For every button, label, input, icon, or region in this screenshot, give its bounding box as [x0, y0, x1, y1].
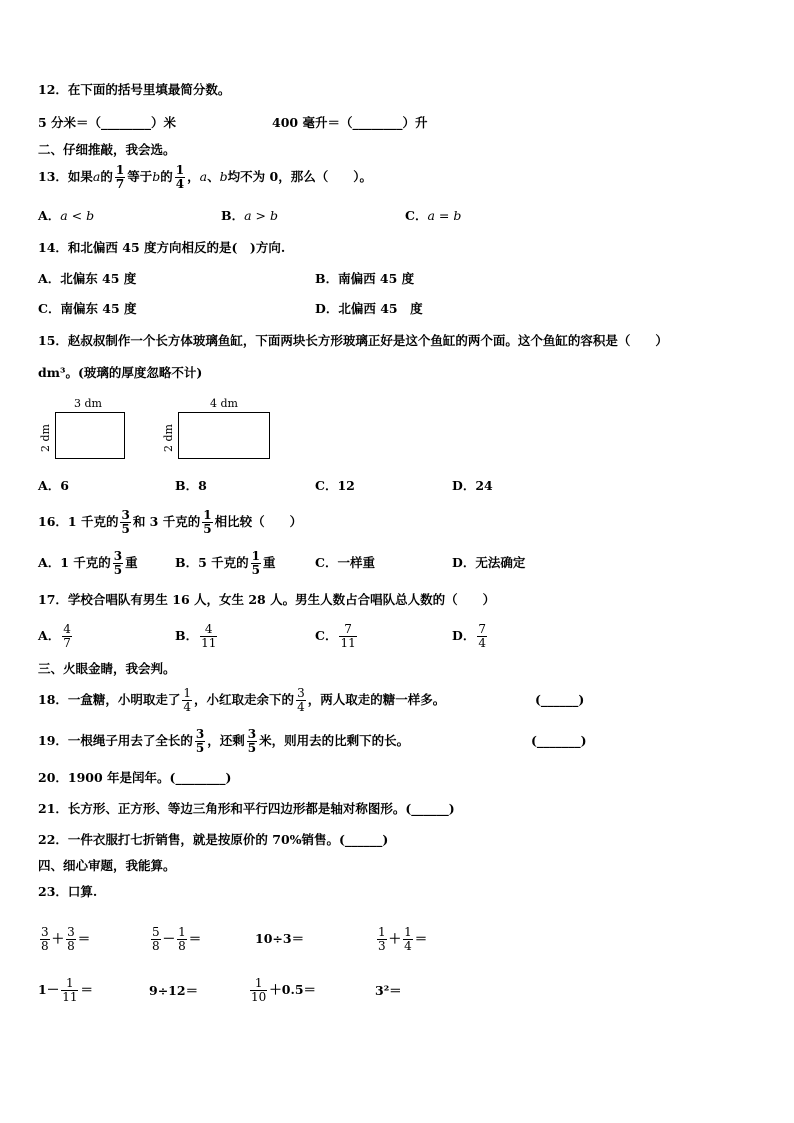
q17-option-c: C． $\frac{7}{11}$ [315, 622, 356, 650]
q15-option-c: C．12 [315, 478, 355, 493]
q23-title: 23．口算. [38, 884, 98, 899]
q20: 20．1900 年是闰年。(________) [38, 770, 232, 785]
q16-option-a: A．1 千克的 $\frac{3}{5}$ 重 [38, 549, 138, 577]
fig1-height-label: 2 dm [39, 424, 52, 452]
q13-text-1: 13．如果 [38, 169, 93, 184]
q14-option-a: A．北偏东 45 度 [38, 271, 137, 286]
q13-var-b: b [152, 169, 161, 184]
section-4-heading: 四、细心审题，我能算。 [38, 858, 176, 873]
q13-option-c: C．a = b [405, 208, 462, 223]
q13-option-b: B．a > b [221, 208, 278, 223]
q13-text-4: 的 [160, 169, 173, 184]
fig2-height-label: 2 dm [162, 424, 175, 452]
q17-option-a: A． $\frac{4}{7}$ [38, 622, 71, 650]
q16-stem: 16．1 千克的 $\frac{3}{5}$ 和 3 千克的 $\frac{1}{5}$ 相比较（ ） [38, 508, 303, 536]
q16-option-c: C．一样重 [315, 555, 375, 570]
q13-text-5: 均不为 0，那么（ ）。 [227, 169, 372, 184]
q14-option-c: C．南偏东 45 度 [38, 301, 137, 316]
q17-stem: 17．学校合唱队有男生 16 人，女生 28 人。男生人数占合唱队总人数的（ ） [38, 592, 496, 607]
q14-stem: 14．和北偏西 45 度方向相反的是( )方向. [38, 240, 286, 255]
q15-stem-line-2: dm³。(玻璃的厚度忽略不计) [38, 365, 203, 380]
q12-item-a: 5 分米＝（________）米 [38, 115, 177, 130]
q15-option-d: D．24 [452, 478, 493, 493]
q12-stem: 12．在下面的括号里填最简分数。 [38, 82, 231, 97]
q14-option-d: D．北偏西 45 度 [315, 301, 423, 316]
q21: 21．长方形、正方形、等边三角形和平行四边形都是轴对称图形。(______) [38, 801, 455, 816]
calc-expr-4: $\frac{1}{3}$ ＋ $\frac{1}{4}$ ＝ [378, 925, 428, 953]
q15-stem-line-1: 15．赵叔叔制作一个长方体玻璃鱼缸，下面两块长方形玻璃正好是这个鱼缸的两个面。这个鱼缸的容积是（ ） [38, 333, 668, 348]
q13-stem: 13．如果a的 $\frac{1}{7}$ 等于b的 $\frac{1}{4}$ ，a、b均不为 0，那么（ ）。 [38, 163, 372, 191]
q16-option-d: D．无法确定 [452, 555, 526, 570]
calc-expr-2: $\frac{5}{8}$ － $\frac{1}{8}$ ＝ [152, 925, 202, 953]
q17-option-b: B． $\frac{4}{11}$ [175, 622, 217, 650]
q16-fraction-2: $\frac{1}{5}$ [203, 508, 212, 536]
q13-fraction-2: $\frac{1}{4}$ [175, 163, 185, 191]
q16-fraction-1: $\frac{3}{5}$ [121, 508, 130, 536]
calc-expr-8: 3²＝ [375, 983, 402, 998]
fig1-rectangle [55, 412, 125, 459]
q18-answer-blank[interactable]: (______) [535, 692, 585, 707]
q14-option-b: B．南偏西 45 度 [315, 271, 415, 286]
q16-option-b: B．5 千克的 $\frac{1}{5}$ 重 [175, 549, 276, 577]
fig2-rectangle [178, 412, 270, 459]
q15-option-b: B．8 [175, 478, 207, 493]
q19-answer-blank[interactable]: (_______) [531, 733, 587, 748]
q13-var-a: a [92, 169, 101, 184]
fig1-width-label: 3 dm [74, 397, 102, 410]
calc-expr-5: 1－ $\frac{1}{11}$ ＝ [38, 976, 93, 1004]
q13-fraction-1: $\frac{1}{7}$ [115, 163, 125, 191]
q13-text-3: 等于 [127, 169, 153, 184]
calc-expr-1: $\frac{3}{8}$ ＋ $\frac{3}{8}$ ＝ [41, 925, 91, 953]
q17-option-d: D． $\frac{7}{4}$ [452, 622, 486, 650]
calc-expr-7: $\frac{1}{10}$ ＋0.5＝ [251, 976, 317, 1004]
section-2-heading: 二、仔细推敲，我会选。 [38, 142, 176, 157]
fig2-width-label: 4 dm [210, 397, 238, 410]
section-3-heading: 三、火眼金睛，我会判。 [38, 661, 176, 676]
q12-item-b: 400 毫升＝（________）升 [272, 115, 428, 130]
q19-stem: 19．一根绳子用去了全长的 $\frac{3}{5}$ ，还剩 $\frac{3}{5}$ 米，则用去的比剩下的长。 [38, 727, 410, 755]
q18-stem: 18．一盒糖，小明取走了 $\frac{1}{4}$ ，小红取走余下的 $\frac{3}{4}$ ，两人取走的糖一样多。 [38, 686, 446, 714]
calc-expr-6: 9÷12＝ [149, 983, 199, 998]
q13-option-a: A．a < b [38, 208, 95, 223]
calc-expr-3: 10÷3＝ [255, 931, 305, 946]
q15-option-a: A．6 [38, 478, 69, 493]
q13-text-2: 的 [100, 169, 113, 184]
q22: 22．一件衣服打七折销售，就是按原价的 70%销售。(______) [38, 832, 389, 847]
